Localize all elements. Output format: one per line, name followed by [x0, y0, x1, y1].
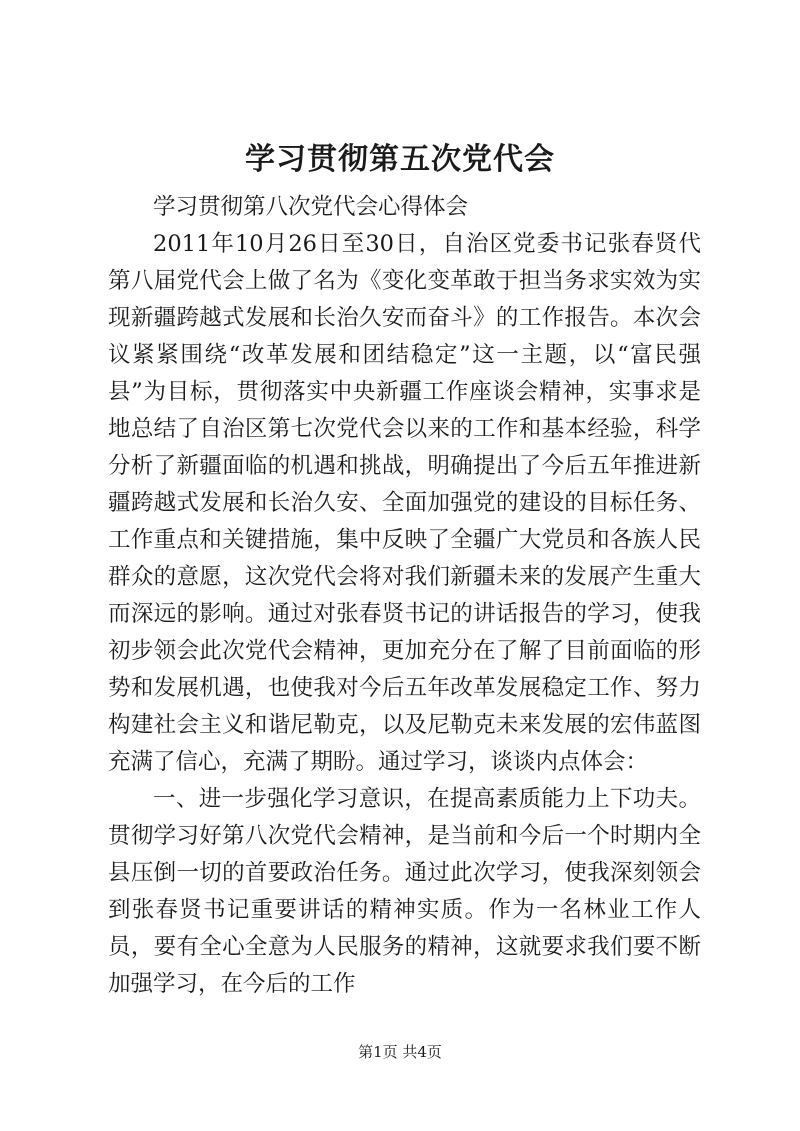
paragraph-intro: 2011年10月26日至30日，自治区党委书记张春贤代第八届党代会上做了名为《变化变革敢于担当务求实效为实现新疆跨越式发展和长治久安而奋斗》的工作报告。本次会议紧紧围绕“改革发展和团结稳定”这一主题，以“富民强县”为目标，贯彻落实中央新疆工作座谈会精神，实事求是地总结了自治区第七次党代会以来的工作和基本经验，科学分析了新疆面临的机遇和挑战，明确提出了今后五年推进新疆跨越式发展和长治久安、全面加强党的建设的目标任务、工作重点和关键措施，集中反映了全疆广大党员和各族人民群众的意愿，这次党代会将对我们新疆未来的发展产生重大而深远的影响。通过对张春贤书记的讲话报告的学习，使我初步领会此次党代会精神，更加充分在了解了目前面临的形势和发展机遇，也使我对今后五年改革发展稳定工作、努力构建社会主义和谐尼勒克，以及尼勒克未来发展的宏伟蓝图充满了信心，充满了期盼。通过学习，谈谈内点体会：: [108, 231, 701, 775]
document-body: [108, 189, 701, 1003]
page-footer: 第1页 共4页: [358, 1043, 442, 1061]
document-subtitle: 学习贯彻第八次党代会心得体会: [153, 194, 469, 220]
document-title: 学习贯彻第五次党代会: [245, 142, 555, 177]
paragraph-point-one: 一、进一步强化学习意识，在提高素质能力上下功夫。贯彻学习好第八次党代会精神，是当前和今后一个时期内全县压倒一切的首要政治任务。通过此次学习，使我深刻领会到张春贤书记重要讲话的精神实质。作为一名林业工作人员，要有全心全意为人民服务的精神，这就要求我们要不断加强学习，在今后的工作: [108, 786, 701, 997]
